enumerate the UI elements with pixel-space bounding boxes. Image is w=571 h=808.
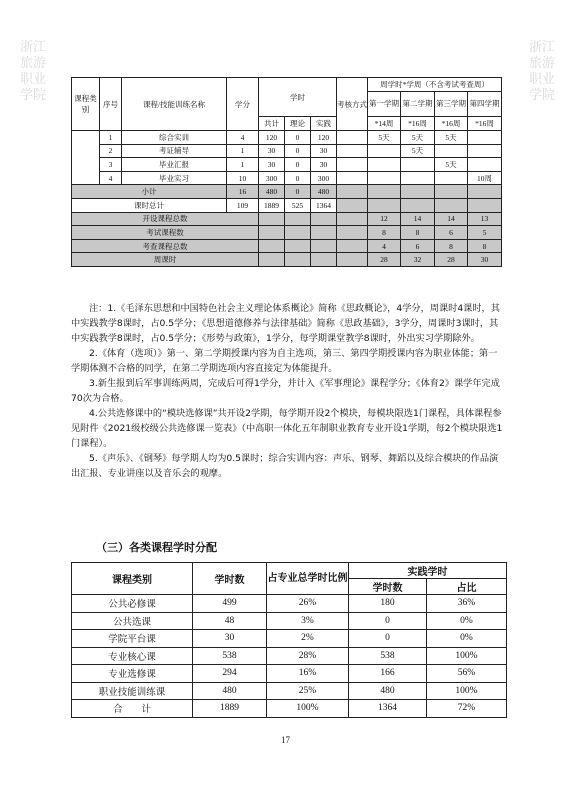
- page-number: 17: [281, 735, 290, 745]
- note-1: 注：1.《毛泽东思想和中国特色社会主义理论体系概论》简称《思政概论》，4学分，周课时4课时，其中实践教学8课时，占0.5学分；《思想道德修养与法律基础》简称《思政基础》，3学分，周课时3课时，其中实践教学8课时，占0.5学分；《形势与政策》，1学分，每学期课堂教学8课时，外出实习学期除外。: [71, 303, 500, 344]
- row-ratio: 100%: [267, 700, 349, 718]
- header-weeks2: *16周: [401, 117, 435, 131]
- row-practice-hours: 1364: [349, 700, 427, 718]
- row-hours: 294: [193, 665, 267, 683]
- table-row: [72, 171, 502, 185]
- stats-s3: 28: [435, 253, 468, 267]
- empty-cell: [311, 226, 337, 240]
- row-practice-hours: 180: [349, 595, 427, 613]
- empty-cell: [401, 198, 435, 212]
- row-practice-hours: 480: [349, 682, 427, 700]
- section-title: （三）各类课程学时分配: [96, 541, 217, 554]
- row-credit: 10: [227, 171, 259, 185]
- header-weeks3: *16周: [435, 117, 468, 131]
- row-practice-ratio: 100%: [427, 682, 507, 700]
- row-exam: [337, 158, 368, 172]
- row-practice: 30: [311, 144, 337, 158]
- header-category: 课程类别: [72, 78, 100, 131]
- stats-s1: 4: [368, 239, 401, 253]
- empty-cell: [259, 226, 285, 240]
- row-hours: 1889: [193, 700, 267, 718]
- empty-cell: [311, 212, 337, 226]
- subtotal-label: 小计: [72, 185, 227, 199]
- grand-practice: 1364: [311, 198, 337, 212]
- row-ratio: 2%: [267, 630, 349, 648]
- row-practice-hours: 538: [349, 647, 427, 665]
- row-practice-hours: 166: [349, 665, 427, 683]
- stats-s4: 8: [468, 239, 502, 253]
- empty-cell: [337, 185, 368, 199]
- header-practice-hours: 学时数: [349, 579, 427, 595]
- note-2: 2.《体育（选项）》第一、第二学期授课内容为自主选项，第三、第四学期授课内容为职业体能；第一学期体测不合格的同学，在第二学期选项内容直接定为体能提升。: [71, 348, 498, 374]
- empty-cell: [337, 226, 368, 240]
- empty-cell: [368, 198, 401, 212]
- stats-label: 考试课程数: [72, 226, 259, 240]
- empty-cell: [259, 212, 285, 226]
- stats-s3: 8: [435, 239, 468, 253]
- header-hours: 学时: [259, 78, 337, 117]
- header-hours: 学时数: [193, 563, 267, 595]
- stats-s2: 32: [401, 253, 435, 267]
- table-row: [72, 665, 507, 683]
- row-s3: [435, 144, 468, 158]
- row-hours: 48: [193, 612, 267, 630]
- empty-cell: [285, 212, 311, 226]
- empty-cell: [337, 239, 368, 253]
- grand-total-label: 课时总计: [72, 198, 227, 212]
- empty-cell: [337, 198, 368, 212]
- header-theory: 理论: [285, 117, 311, 131]
- hours-distribution-table: [71, 562, 507, 718]
- stats-s2: 6: [401, 239, 435, 253]
- header-sem3: 第三学期: [435, 92, 468, 117]
- empty-cell: [285, 253, 311, 267]
- table-row: [72, 595, 507, 613]
- row-practice-ratio: 0%: [427, 612, 507, 630]
- stats-s1: 12: [368, 212, 401, 226]
- row-name: 考证辅导: [122, 144, 227, 158]
- header-name: 课程/技能训练名称: [122, 78, 227, 131]
- row-s2: [401, 171, 435, 185]
- header-practice: 实践: [311, 117, 337, 131]
- row-name: 毕业实习: [122, 171, 227, 185]
- row-s4: [468, 131, 502, 145]
- row-category: 合 计: [72, 700, 193, 718]
- row-practice-hours: 0: [349, 612, 427, 630]
- row-seq: 2: [100, 144, 122, 158]
- empty-cell: [285, 226, 311, 240]
- row-theory: 0: [285, 171, 311, 185]
- stats-s2: 8: [401, 226, 435, 240]
- row-practice: 120: [311, 131, 337, 145]
- empty-cell: [468, 198, 502, 212]
- subtotal-credit: 16: [227, 185, 259, 199]
- row-hours: 480: [193, 682, 267, 700]
- row-total: 120: [259, 131, 285, 145]
- row-name: 综合实训: [122, 131, 227, 145]
- header-weeks1: *14周: [368, 117, 401, 131]
- row-hours: 499: [193, 595, 267, 613]
- row-seq: 3: [100, 158, 122, 172]
- header-sem4: 第四学期: [468, 92, 502, 117]
- header-weekly: 周学时*学周（不含考试考查周）: [368, 78, 502, 92]
- row-category: 学院平台课: [72, 630, 193, 648]
- empty-cell: [435, 198, 468, 212]
- grand-theory: 525: [285, 198, 311, 212]
- row-practice-ratio: 56%: [427, 665, 507, 683]
- stats-row: [72, 239, 502, 253]
- stats-label: 开设课程总数: [72, 212, 259, 226]
- row-credit: 1: [227, 144, 259, 158]
- row-total: 30: [259, 158, 285, 172]
- header-sem1: 第一学期: [368, 92, 401, 117]
- notes-section: [71, 301, 506, 481]
- row-s1: 5天: [368, 131, 401, 145]
- subtotal-theory: 0: [285, 185, 311, 199]
- row-total: 300: [259, 171, 285, 185]
- subtotal-practice: 480: [311, 185, 337, 199]
- row-total: 30: [259, 144, 285, 158]
- row-theory: 0: [285, 158, 311, 172]
- row-ratio: 3%: [267, 612, 349, 630]
- grand-credit: 109: [227, 198, 259, 212]
- watermark-right: 浙江旅游职业学院: [528, 40, 555, 103]
- row-s3: 5天: [435, 131, 468, 145]
- row-s2: 5天: [401, 144, 435, 158]
- stats-s3: 6: [435, 226, 468, 240]
- table-row: [72, 682, 507, 700]
- row-category: 专业核心课: [72, 647, 193, 665]
- category-cell: [72, 131, 100, 185]
- subtotal-row: [72, 185, 502, 199]
- header-credit: 学分: [227, 78, 259, 131]
- row-practice: 30: [311, 158, 337, 172]
- header-weeks4: *16周: [468, 117, 502, 131]
- table-row: [72, 144, 502, 158]
- empty-cell: [401, 185, 435, 199]
- watermark-left: 浙江旅游职业学院: [19, 40, 46, 103]
- stats-row: [72, 253, 502, 267]
- header-sem2: 第二学期: [401, 92, 435, 117]
- row-practice-ratio: 0%: [427, 630, 507, 648]
- row-name: 毕业汇报: [122, 158, 227, 172]
- row-exam: [337, 144, 368, 158]
- row-category: 公共必修课: [72, 595, 193, 613]
- grand-total: 1889: [259, 198, 285, 212]
- row-credit: 1: [227, 158, 259, 172]
- table-row: [72, 647, 507, 665]
- empty-cell: [337, 212, 368, 226]
- stats-s1: 8: [368, 226, 401, 240]
- stats-s4: 30: [468, 253, 502, 267]
- header-ratio: 占专业总学时比例: [267, 563, 349, 595]
- row-hours: 538: [193, 647, 267, 665]
- empty-cell: [337, 253, 368, 267]
- row-s1: [368, 158, 401, 172]
- row-ratio: 25%: [267, 682, 349, 700]
- stats-s2: 14: [401, 212, 435, 226]
- row-theory: 0: [285, 131, 311, 145]
- row-credit: 4: [227, 131, 259, 145]
- grand-total-row: [72, 198, 502, 212]
- empty-cell: [435, 185, 468, 199]
- empty-cell: [468, 185, 502, 199]
- row-ratio: 28%: [267, 647, 349, 665]
- row-exam: [337, 171, 368, 185]
- note-5: 5.《声乐》、《钢琴》每学期人均为0.5课时；综合实训内容：声乐、钢琴、舞蹈以及综合模块的作品演出汇报、专业讲座以及音乐会的观摩。: [71, 453, 499, 479]
- row-seq: 1: [100, 131, 122, 145]
- total-row: [72, 700, 507, 718]
- header-seq: 序号: [100, 78, 122, 131]
- empty-cell: [368, 185, 401, 199]
- row-practice-hours: 0: [349, 630, 427, 648]
- row-s4: 10周: [468, 171, 502, 185]
- row-s2: [401, 158, 435, 172]
- stats-row: [72, 212, 502, 226]
- stats-label: 周课时: [72, 253, 259, 267]
- row-exam: [337, 131, 368, 145]
- row-category: 职业技能训练课: [72, 682, 193, 700]
- stats-s4: 13: [468, 212, 502, 226]
- note-3: 3.新生报到后军事训练两周，完成后可得1学分，并计入《军事理论》课程学分；《体育2》课学年完成70次为合格。: [71, 378, 500, 404]
- row-category: 专业选修课: [72, 665, 193, 683]
- table-row: [72, 612, 507, 630]
- header-practice-ratio: 占比: [427, 579, 507, 595]
- row-practice-ratio: 100%: [427, 647, 507, 665]
- row-ratio: 16%: [267, 665, 349, 683]
- empty-cell: [311, 253, 337, 267]
- row-practice-ratio: 72%: [427, 700, 507, 718]
- row-s3: 5天: [435, 158, 468, 172]
- stats-row: [72, 226, 502, 240]
- stats-label: 考查课程总数: [72, 239, 259, 253]
- empty-cell: [311, 239, 337, 253]
- course-schedule-table: [71, 77, 502, 267]
- table-row: [72, 131, 502, 145]
- stats-s1: 28: [368, 253, 401, 267]
- header-practice: 实践学时: [349, 563, 507, 579]
- header-category: 课程类别: [72, 563, 193, 595]
- header-total: 共计: [259, 117, 285, 131]
- table-row: [72, 158, 502, 172]
- row-s1: [368, 171, 401, 185]
- row-s1: [368, 144, 401, 158]
- row-ratio: 26%: [267, 595, 349, 613]
- row-s3: [435, 171, 468, 185]
- row-hours: 30: [193, 630, 267, 648]
- stats-s4: 5: [468, 226, 502, 240]
- stats-s3: 14: [435, 212, 468, 226]
- header-exam: 考核方式: [337, 78, 368, 131]
- row-practice: 300: [311, 171, 337, 185]
- table-row: [72, 630, 507, 648]
- row-s4: [468, 144, 502, 158]
- row-theory: 0: [285, 144, 311, 158]
- row-practice-ratio: 36%: [427, 595, 507, 613]
- row-category: 公共选课: [72, 612, 193, 630]
- row-s2: 5天: [401, 131, 435, 145]
- empty-cell: [285, 239, 311, 253]
- row-s4: [468, 158, 502, 172]
- row-seq: 4: [100, 171, 122, 185]
- empty-cell: [259, 253, 285, 267]
- subtotal-total: 480: [259, 185, 285, 199]
- note-4: 4.公共选修课中的“模块选修课”共开设2学期，每学期开设2个模块，每模块限选1门课程，具体课程参见附件《2021级校级公共选修课一览表》（中高职一体化五年制职业教育专业开设1学期，每2个模块限选1门课程）。: [71, 408, 503, 449]
- empty-cell: [259, 239, 285, 253]
